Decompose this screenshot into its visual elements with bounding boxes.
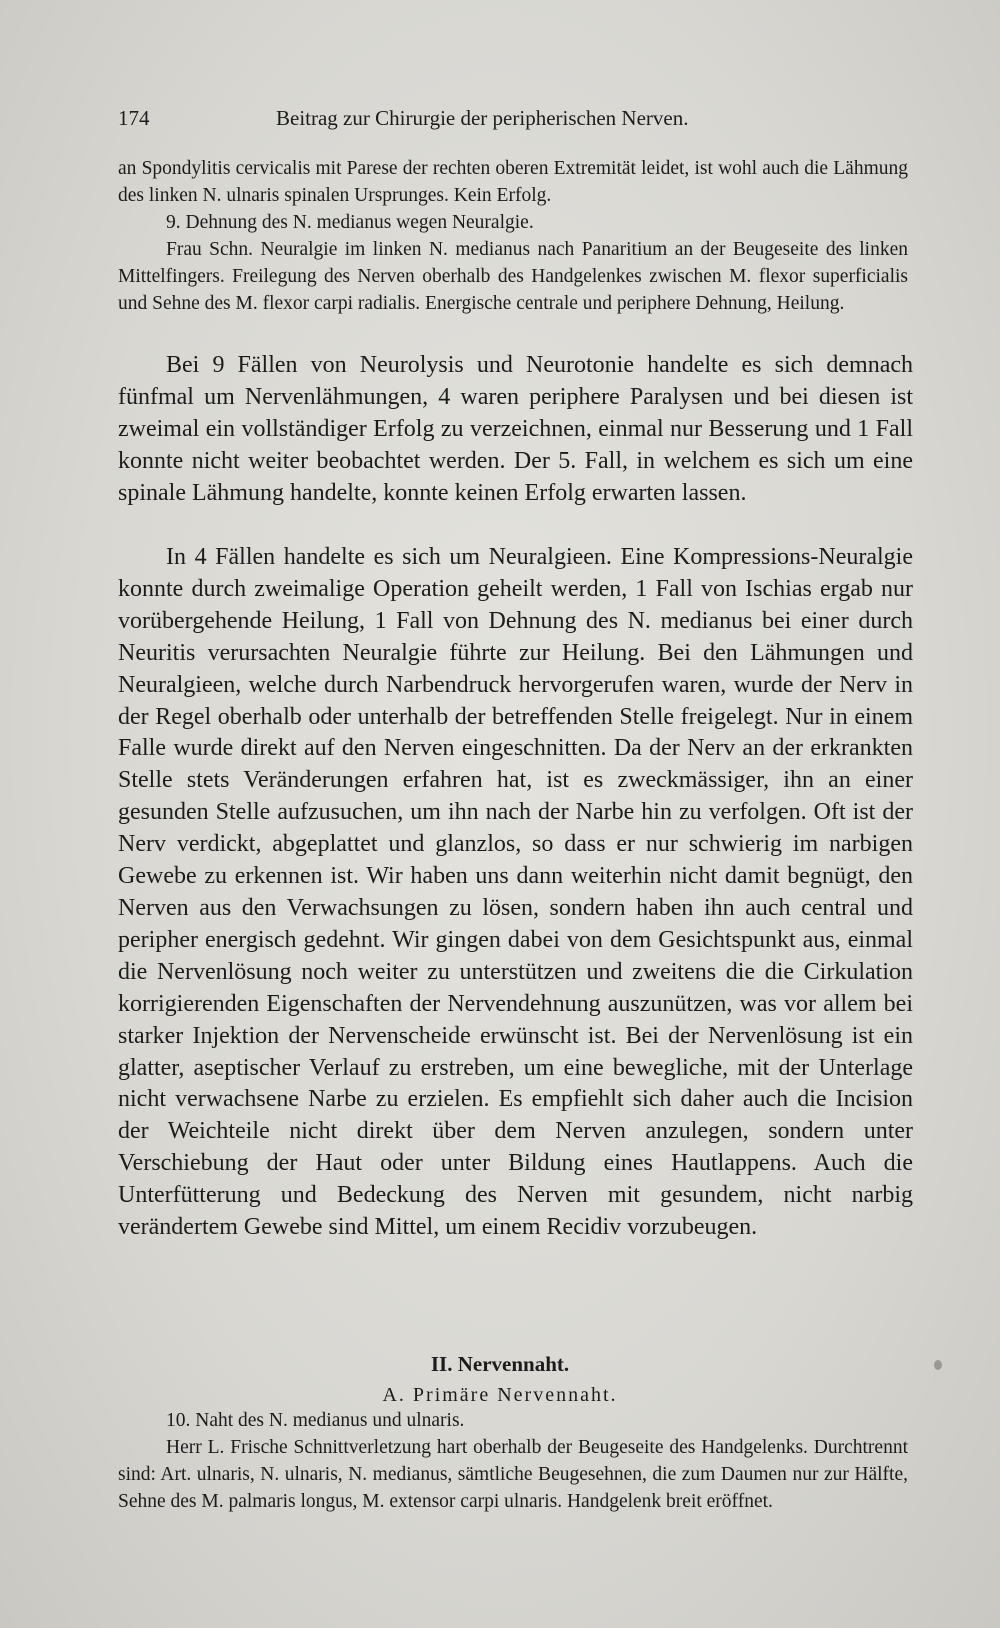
running-title: Beitrag zur Chirurgie der peripherischen Nerven. [276, 106, 689, 130]
page-number: 174 [118, 106, 150, 130]
intro-paragraph: an Spondylitis cervicalis mit Parese der rechten oberen Extremität leidet, ist wohl auch die Lähmung des linken N. ulnaris spinalen Ursprunges. Kein Erfolg. [118, 158, 908, 206]
case-9-heading: 9. Dehnung des N. medianus wegen Neuralgie. [166, 212, 534, 233]
subsection-heading: A. Primäre Nervennaht. [382, 1384, 618, 1406]
section-heading: II. Nervennaht. [430, 1352, 570, 1376]
summary-paragraph: Bei 9 Fällen von Neurolysis und Neurotonie handelte es sich demnach fünfmal um Nervenlähmungen, 4 waren periphere Paralysen und bei diesen ist zweimal ein vollständiger Erfolg zu verzeichnen, einmal nur Besserung und 1 Fall konnte nicht weiter beobachtet werden. Der 5. Fall, in welchem es sich um eine spinale Lähmung handelte, konnte keinen Erfolg erwarten lassen. [118, 352, 913, 506]
neuralgia-paragraph: In 4 Fällen handelte es sich um Neuralgieen. Eine Kompressions-Neuralgie konnte durch zweimalige Operation geheilt werden, 1 Fall von Ischias ergab nur vorübergehende Heilung, 1 Fall von Dehnung des N. medianus bei einer durch Neuritis verursachten Neuralgie führte zur Heilung. Bei den Lähmungen und Neuralgieen, welche durch Narbendruck hervorgerufen waren, wurde der Nerv in der Regel oberhalb oder unterhalb der betreffenden Stelle freigelegt. Nur in einem Falle wurde direkt auf den Nerven eingeschnitten. Da der Nerv an der erkrankten Stelle stets Veränderungen erfahren hat, ist es zweckmässiger, ihn an einer gesunden Stelle aufzusuchen, um ihn nach der Narbe hin zu verfolgen. Oft ist der Nerv verdickt, abgeplattet und glanzlos, so dass er nur schwierig im narbigen Gewebe zu erkennen ist. Wir haben uns dann weiterhin nicht damit begnügt, den Nerven aus den Verwachsungen zu lösen, sondern haben ihn auch central und peripher energisch gedehnt. Wir gingen dabei von dem Gesichtspunkt aus, einmal die Nervenlösung noch weiter zu unterstützen und zweitens die die Cirkulation korrigierenden Eigenschaften der Nervendehnung auszunützen, was vor allem bei starker Injektion der Nervenscheide erwünscht ist. Bei der Nervenlösung ist ein glatter, aseptischer Verlauf zu erstreben, um eine bewegliche, mit der Unterlage nicht verwachsene Narbe zu erzielen. Es empfiehlt sich daher auch die Incision der Weichteile nicht direkt über dem Nerven anzulegen, sondern unter Verschiebung der Haut oder unter Bildung eines Hautlappens. Auch die Unterfütterung und Bedeckung des Nerven mit gesundem, nicht narbig verändertem Gewebe sind Mittel, um einem Recidiv vorzubeugen. [118, 544, 913, 1241]
case-9-text: Frau Schn. Neuralgie im linken N. medianus nach Panaritium an der Beugeseite des linken Mittelfingers. Freilegung des Nerven oberhalb des Handgelenkes zwischen M. flexor superficialis und Sehne des M. flexor carpi radialis. Energische centrale und periphere Dehnung, Heilung. [118, 239, 908, 314]
case-10-text: Herr L. Frische Schnittverletzung hart oberhalb der Beugeseite des Handgelenks. Durchtrennt sind: Art. ulnaris, N. ulnaris, N. medianus, sämtliche Beugesehnen, die zum Daumen nur zur Hälfte, Sehne des M. palmaris longus, M. extensor carpi ulnaris. Handgelenk breit eröffnet. [118, 1437, 908, 1512]
page-header [118, 106, 908, 136]
case-10-heading: 10. Naht des N. medianus und ulnaris. [166, 1410, 465, 1431]
ink-spot [934, 1360, 942, 1370]
